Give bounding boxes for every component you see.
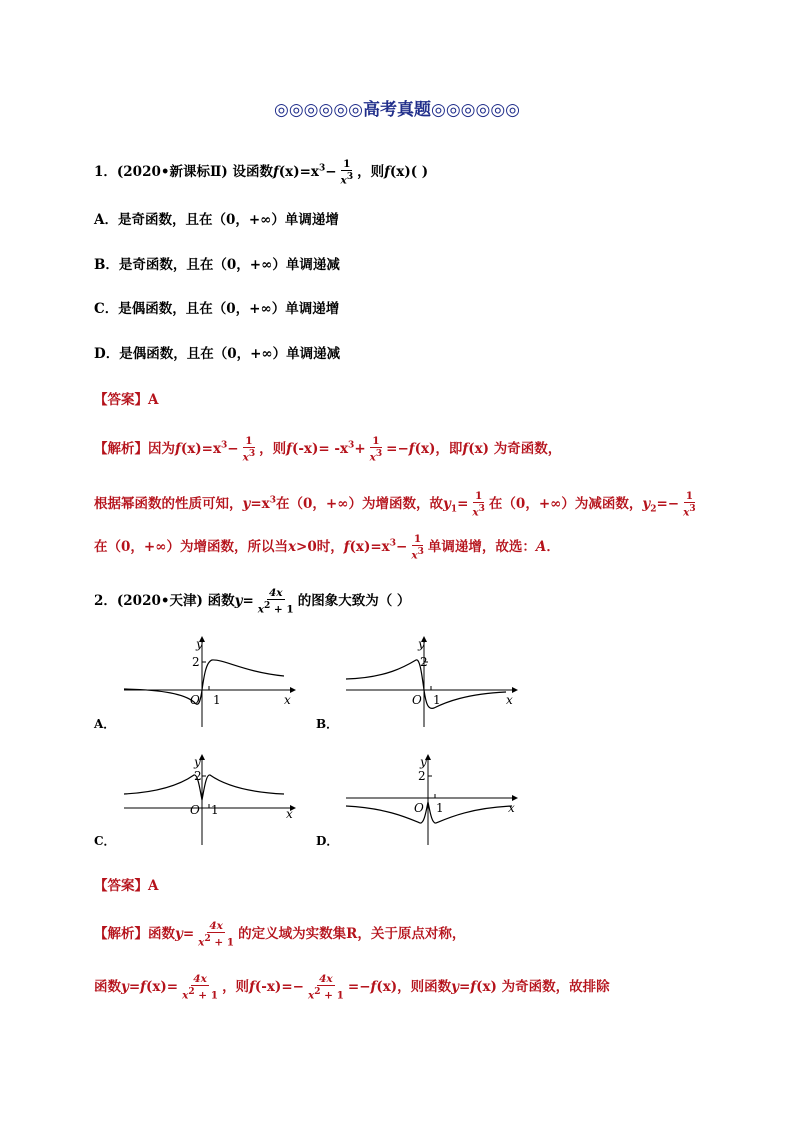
q1-analysis-tag: 【解析】 [94,440,148,457]
graph-a-x-arrow [290,687,296,693]
q1-then: ，则 [357,163,385,180]
q1-f2: f [384,163,390,180]
graph-a-svg [94,632,304,732]
q2-a2-f: (-x) [254,978,282,995]
q1-x-paren: (x) [278,163,300,180]
graph-c-one: 1 [211,803,219,817]
q1-f: f [272,163,279,180]
q1-a1-i: (x)，即 [414,440,463,457]
graph-b-two: 2 [420,655,428,669]
q1-a3-d: (x)=x [349,538,390,555]
graph-c-y-label: y [194,755,201,769]
page-title: ◎◎◎◎◎◎高考真题◎◎◎◎◎◎ [273,100,520,120]
q1-analysis-line2 [94,490,700,519]
q1-minus: − [325,163,337,180]
q1-a2-exp: 3 [269,495,276,506]
q1-option-d: D．是偶函数，且在（0，+∞）单调递减 [94,346,341,362]
graph-b-one: 1 [433,693,441,707]
q2-prefix: 2．(2020•天津) 函数 [94,592,235,609]
q1-stem [94,158,428,187]
q2-a2-b: y=f [121,978,146,995]
q2-a1-c: = [182,925,195,942]
q1-a2-c: =x [250,495,270,512]
q2-analysis-tag: 【解析】 [94,925,148,942]
q1-answer: 【答案】A [94,392,159,408]
q1-exp: 3 [318,163,326,174]
graph-d-y-label: y [420,755,427,769]
q2-a2-d: = [166,978,179,995]
q1-option-c: C．是偶函数，且在（0，+∞）单调递增 [94,301,340,317]
q2-a1-frac: $\frac{4x}{x^2 + 1}$ [198,920,235,949]
graph-b-x-arrow [512,687,518,693]
graph-a-origin: O [190,693,200,707]
graph-a-two: 2 [192,655,200,669]
q1-a3-b: x [287,538,297,555]
q1-a1-d: ，则 [259,440,287,457]
q1-option-b: B．是奇函数，且在（0，+∞）单调递减 [94,257,340,273]
q2-option-b[interactable]: B． [316,717,339,731]
graph-d-svg [316,750,526,850]
q1-a3-f: f [343,538,350,555]
graph-b-svg [316,632,526,732]
q2-a2-g: =− [281,978,304,995]
q1-a1-f2: f [286,440,292,457]
q1-a1-c: =x [201,440,222,457]
q2-stem [94,587,410,616]
q1-a3-a: 在（0，+∞）为增函数，所以当 [94,538,288,555]
q1-a1-f4: f [408,440,415,457]
q2-a2-c: (x) [145,978,167,995]
q1-a1-frac: $\frac{1}{x^3}$ [242,435,256,464]
q2-answer: 【答案】A [94,878,159,894]
q1-a2-b: y [242,495,251,512]
q1-analysis-line1 [94,435,561,464]
q1-fraction [339,158,356,187]
graph-c-origin: O [190,803,200,817]
q2-a1-b: y [175,925,183,942]
q2-graph-c[interactable] [94,750,304,850]
q1-blank: ( ) [410,163,429,180]
q1-fx: (x) [389,163,411,180]
graph-d-curve [346,802,512,823]
q1-a1-exp: 3 [221,440,228,451]
q2-suffix: 的图象大致为（ ） [297,592,411,609]
q1-a3-h: ． [546,538,560,555]
q2-graph-a[interactable] [94,632,304,732]
q2-option-c[interactable]: C． [94,834,116,848]
q2-y: y [234,592,243,609]
q1-a1-exp2: 3 [348,440,355,451]
graph-c-svg [94,750,304,850]
q1-a3-exp: 3 [389,538,396,549]
q1-eq: =x [299,163,319,180]
q2-a2-i: (x)，则函数 [376,978,452,995]
q2-option-d[interactable]: D． [316,834,339,848]
q1-a1-h: =− [386,440,409,457]
graph-b-origin: O [412,693,422,707]
q1-a2-frac2: $\frac{1}{x^3}$ [683,490,696,519]
q1-a1-g: + [354,440,366,457]
q1-a2-e: y [442,495,451,512]
q2-a2-h: =− [347,978,371,995]
q2-analysis-line2: 函数y=f(x)= $\frac{4x}{x^2 + 1}$ ，则f(-x)=− $\frac{4x}{x^2 + 1}$ =−f(x)，则函数y=f(x) 为奇函数，故排除 [94,973,610,1002]
q1-a2-i: =− [656,495,680,512]
q1-a1-f3: = -x [318,440,349,457]
q1-a1-j: (x) 为奇函数， [468,440,562,457]
q1-a2-e-sub: 1 [450,504,458,515]
q2-a2-k: (x) 为奇函数，故排除 [476,978,610,995]
q1-a2-f: = [457,495,469,512]
q1-a3-g: A [535,538,547,555]
q1-a2-g: 在（0，+∞）为减函数， [488,495,643,512]
graph-d-x-label: x [508,801,515,815]
graph-b-x-label: x [506,693,513,707]
q2-eq: = [242,592,254,609]
q2-a2-frac: $\frac{4x}{x^2 + 1}$ [182,973,219,1002]
q2-graph-d[interactable] [316,750,526,850]
q2-option-a[interactable]: A． [94,717,116,731]
q1-a3-f2: 单调递增，故选： [427,538,536,555]
q1-a2-h-sub: 2 [650,504,657,515]
graph-d-two: 2 [418,769,426,783]
q2-a2-j: y=f [451,978,477,995]
q1-prefix: 1．(2020•新课标Ⅱ) 设函数 [94,163,273,180]
q2-a2-e: ，则 [222,978,250,995]
q1-a1-f: f [175,440,181,457]
q2-a1-d: 的定义域为实数集R，关于原点对称， [238,925,466,942]
graph-a-y-label: y [196,637,203,651]
graph-a-one: 1 [213,693,221,707]
q1-a2-frac: $\frac{1}{x^3}$ [472,490,485,519]
q2-a1-a: 函数 [148,925,175,942]
q1-frac-num: 1 [343,158,351,170]
q1-a3-e: − [396,538,408,555]
graph-b-y-label: y [418,637,425,651]
graph-d-origin: O [414,801,424,815]
q1-a1: 因为 [148,440,175,457]
q2-analysis-line1 [94,920,465,949]
q1-frac-den: $x^3$ [340,172,354,187]
q1-a1-e: (-x) [291,440,319,457]
graph-c-two: 2 [194,769,202,783]
q1-a3-frac: $\frac{1}{x^3}$ [411,533,424,562]
graph-d-one: 1 [436,801,444,815]
graph-c-curve [124,775,284,800]
q1-a1-b: (x) [180,440,202,457]
q2-a2-a: 函数 [94,978,121,995]
q2-a2-frac2: $\frac{4x}{x^2 + 1}$ [307,973,344,1002]
q1-analysis-line3 [94,533,560,562]
q1-a1-minus: − [227,440,239,457]
q1-a1-frac2: $\frac{1}{x^3}$ [369,435,383,464]
graph-c-x-label: x [286,807,293,821]
q2-fraction: $\frac{4x}{x^2 + 1}$ [257,587,294,616]
q1-a2-d: 在（0，+∞）为增函数，故 [276,495,443,512]
q1-a1-f5: f [462,440,469,457]
graph-a-curve [124,660,284,704]
q1-a3-c: >0时， [296,538,344,555]
q2-graph-b[interactable] [316,632,526,732]
q1-a2-h: y [642,495,651,512]
q1-option-a: A．是奇函数，且在（0，+∞）单调递增 [94,212,339,228]
graph-a-x-label: x [284,693,291,707]
q1-a2-a: 根据幂函数的性质可知， [94,495,243,512]
